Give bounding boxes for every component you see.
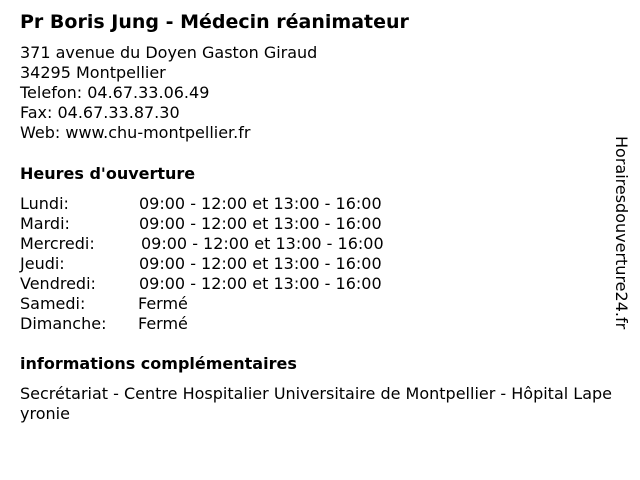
fax-number: Fax: 04.67.33.87.30 — [20, 103, 180, 122]
page-title: Pr Boris Jung - Médecin réanimateur — [20, 11, 409, 33]
address-line-2: 34295 Montpellier — [20, 63, 166, 82]
day-label: Mardi: — [20, 214, 70, 233]
day-hours: 09:00 - 12:00 et 13:00 - 16:00 — [139, 274, 382, 293]
address-line-1: 371 avenue du Doyen Gaston Giraud — [20, 43, 318, 62]
opening-hours-heading: Heures d'ouverture — [20, 164, 196, 183]
day-hours: 09:00 - 12:00 et 13:00 - 16:00 — [141, 234, 384, 253]
website: Web: www.chu-montpellier.fr — [20, 123, 251, 142]
day-hours: 09:00 - 12:00 et 13:00 - 16:00 — [139, 254, 382, 273]
day-hours: 09:00 - 12:00 et 13:00 - 16:00 — [139, 214, 382, 233]
day-label: Mercredi: — [20, 234, 95, 253]
day-label: Dimanche: — [20, 314, 107, 333]
day-label: Jeudi: — [20, 254, 65, 273]
day-label: Lundi: — [20, 194, 69, 213]
day-label: Vendredi: — [20, 274, 96, 293]
day-hours: 09:00 - 12:00 et 13:00 - 16:00 — [139, 194, 382, 213]
phone-number: Telefon: 04.67.33.06.49 — [20, 83, 210, 102]
site-watermark: Horairesdouverture24.fr — [612, 136, 631, 330]
additional-info-heading: informations complémentaires — [20, 354, 297, 373]
day-label: Samedi: — [20, 294, 86, 313]
additional-info-text: Secrétariat - Centre Hospitalier Universitaire de Montpellier - Hôpital Lapeyronie — [20, 384, 613, 423]
contact-block — [20, 43, 317, 143]
day-hours: Fermé — [138, 294, 188, 313]
day-hours: Fermé — [138, 314, 188, 333]
